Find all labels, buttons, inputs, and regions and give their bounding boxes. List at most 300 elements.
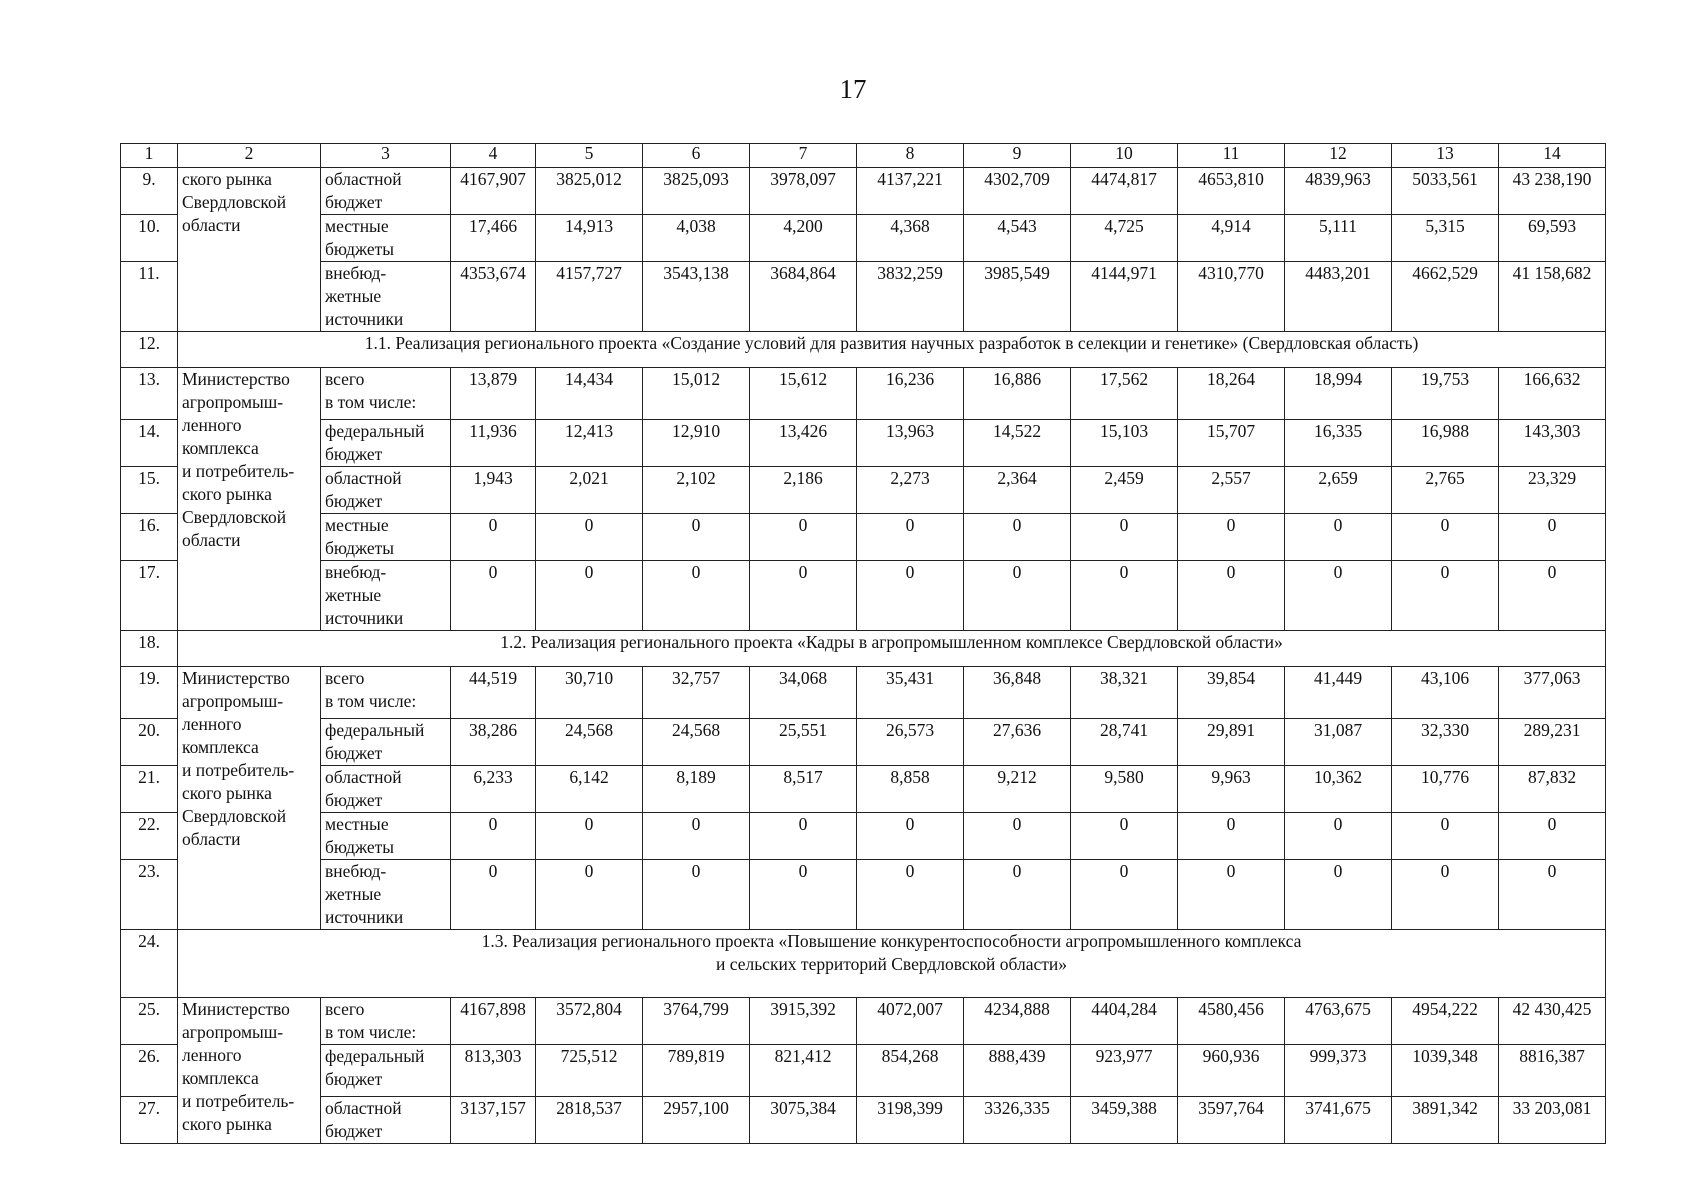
value-cell: 10,362 <box>1285 766 1392 813</box>
value-cell: 0 <box>750 813 857 860</box>
column-header-13: 13 <box>1392 144 1499 168</box>
funding-source-line: бюджет <box>325 1069 383 1089</box>
funding-source-line: жетные <box>325 884 382 904</box>
table-row <box>121 332 1606 368</box>
row-number: 18. <box>121 631 178 667</box>
value-cell: 0 <box>857 813 964 860</box>
funding-source-line: жетные <box>325 585 382 605</box>
table-row <box>121 813 1606 860</box>
value-cell: 33 203,081 <box>1499 1097 1606 1144</box>
value-cell: 0 <box>1071 514 1178 561</box>
value-cell: 0 <box>857 561 964 631</box>
value-cell: 821,412 <box>750 1045 857 1097</box>
value-cell: 0 <box>1285 860 1392 930</box>
value-cell: 2,102 <box>643 467 750 514</box>
table-row <box>121 1045 1606 1097</box>
value-cell: 3459,388 <box>1071 1097 1178 1144</box>
funding-source-line: областной <box>325 169 402 189</box>
funding-source-line: федеральный <box>325 720 425 740</box>
table-row <box>121 467 1606 514</box>
value-cell: 29,891 <box>1178 719 1285 766</box>
value-cell: 0 <box>536 813 643 860</box>
column-header-11: 11 <box>1178 144 1285 168</box>
funding-source <box>321 467 451 514</box>
funding-source <box>321 1097 451 1144</box>
funding-source-line: бюджеты <box>325 837 395 857</box>
value-cell: 0 <box>1285 514 1392 561</box>
funding-source-line: бюджет <box>325 192 383 212</box>
value-cell: 4167,907 <box>451 168 536 215</box>
table-row <box>121 514 1606 561</box>
value-cell: 17,562 <box>1071 368 1178 420</box>
column-header-9: 9 <box>964 144 1071 168</box>
value-cell: 43 238,190 <box>1499 168 1606 215</box>
budget-table <box>120 143 1606 1144</box>
value-cell: 4404,284 <box>1071 998 1178 1045</box>
value-cell: 44,519 <box>451 667 536 719</box>
value-cell: 23,329 <box>1499 467 1606 514</box>
value-cell: 11,936 <box>451 420 536 467</box>
funding-source-line: в том числе: <box>325 691 417 711</box>
value-cell: 12,413 <box>536 420 643 467</box>
value-cell: 0 <box>1392 860 1499 930</box>
row-number: 14. <box>121 420 178 467</box>
value-cell: 4072,007 <box>857 998 964 1045</box>
table-row <box>121 168 1606 215</box>
funding-source <box>321 998 451 1045</box>
value-cell: 28,741 <box>1071 719 1178 766</box>
row-number: 13. <box>121 368 178 420</box>
value-cell: 0 <box>1285 561 1392 631</box>
table-row <box>121 420 1606 467</box>
row-number: 15. <box>121 467 178 514</box>
table-row <box>121 262 1606 332</box>
funding-source-line: местные <box>325 814 389 834</box>
value-cell: 5033,561 <box>1392 168 1499 215</box>
value-cell: 4,543 <box>964 215 1071 262</box>
executor-line: области <box>182 215 241 235</box>
value-cell: 888,439 <box>964 1045 1071 1097</box>
section-title <box>178 930 1606 998</box>
value-cell: 15,012 <box>643 368 750 420</box>
section-title: 1.2. Реализация регионального проекта «Кадры в агропромышленном комплексе Свердловской области» <box>178 631 1606 667</box>
value-cell: 41,449 <box>1285 667 1392 719</box>
funding-source-line: бюджет <box>325 1121 383 1141</box>
value-cell: 42 430,425 <box>1499 998 1606 1045</box>
table-row <box>121 719 1606 766</box>
value-cell: 16,335 <box>1285 420 1392 467</box>
value-cell: 0 <box>750 860 857 930</box>
value-cell: 0 <box>1392 514 1499 561</box>
value-cell: 4234,888 <box>964 998 1071 1045</box>
funding-source-line: в том числе: <box>325 1022 417 1042</box>
value-cell: 1039,348 <box>1392 1045 1499 1097</box>
value-cell: 0 <box>1178 561 1285 631</box>
row-number: 26. <box>121 1045 178 1097</box>
value-cell: 0 <box>1392 561 1499 631</box>
funding-source-line: источники <box>325 907 404 927</box>
value-cell: 19,753 <box>1392 368 1499 420</box>
column-header-1: 1 <box>121 144 178 168</box>
value-cell: 3825,093 <box>643 168 750 215</box>
value-cell: 0 <box>857 514 964 561</box>
funding-source-line: в том числе: <box>325 392 417 412</box>
executor-line: области <box>182 829 241 849</box>
value-cell: 0 <box>1499 514 1606 561</box>
value-cell: 4137,221 <box>857 168 964 215</box>
funding-source-line: бюджет <box>325 790 383 810</box>
funding-source <box>321 215 451 262</box>
executor-line: и потребитель- <box>182 1091 295 1111</box>
funding-source-line: федеральный <box>325 1046 425 1066</box>
value-cell: 4483,201 <box>1285 262 1392 332</box>
value-cell: 923,977 <box>1071 1045 1178 1097</box>
value-cell: 13,963 <box>857 420 964 467</box>
value-cell: 0 <box>1178 813 1285 860</box>
value-cell: 813,303 <box>451 1045 536 1097</box>
value-cell: 17,466 <box>451 215 536 262</box>
row-number: 19. <box>121 667 178 719</box>
value-cell: 24,568 <box>536 719 643 766</box>
value-cell: 0 <box>1499 860 1606 930</box>
section-title-line: 1.3. Реализация регионального проекта «Повышение конкурентоспособности агропромышленного комплекса <box>481 931 1302 951</box>
value-cell: 0 <box>964 860 1071 930</box>
value-cell: 0 <box>451 813 536 860</box>
value-cell: 4839,963 <box>1285 168 1392 215</box>
executor-line: области <box>182 530 241 550</box>
value-cell: 166,632 <box>1499 368 1606 420</box>
value-cell: 31,087 <box>1285 719 1392 766</box>
executor-cell <box>178 168 321 332</box>
value-cell: 16,886 <box>964 368 1071 420</box>
table-row <box>121 368 1606 420</box>
table-row <box>121 667 1606 719</box>
row-number: 10. <box>121 215 178 262</box>
executor-line: агропромыш- <box>182 1022 284 1042</box>
value-cell: 2,364 <box>964 467 1071 514</box>
executor-line: ского рынка <box>182 484 272 504</box>
value-cell: 3825,012 <box>536 168 643 215</box>
value-cell: 0 <box>451 514 536 561</box>
row-number: 20. <box>121 719 178 766</box>
value-cell: 4144,971 <box>1071 262 1178 332</box>
value-cell: 3985,549 <box>964 262 1071 332</box>
executor-line: и потребитель- <box>182 760 295 780</box>
executor-line: Министерство <box>182 369 290 389</box>
table-row <box>121 998 1606 1045</box>
funding-source-line: внебюд- <box>325 861 387 881</box>
funding-source-line: местные <box>325 216 389 236</box>
value-cell: 27,636 <box>964 719 1071 766</box>
executor-line: ского рынка <box>182 1114 272 1134</box>
value-cell: 2,021 <box>536 467 643 514</box>
value-cell: 0 <box>1499 813 1606 860</box>
value-cell: 10,776 <box>1392 766 1499 813</box>
value-cell: 32,330 <box>1392 719 1499 766</box>
value-cell: 6,142 <box>536 766 643 813</box>
row-number: 17. <box>121 561 178 631</box>
value-cell: 24,568 <box>643 719 750 766</box>
table-row <box>121 215 1606 262</box>
value-cell: 3978,097 <box>750 168 857 215</box>
funding-source-line: областной <box>325 468 402 488</box>
value-cell: 3075,384 <box>750 1097 857 1144</box>
value-cell: 2,186 <box>750 467 857 514</box>
executor-cell <box>178 368 321 631</box>
value-cell: 3741,675 <box>1285 1097 1392 1144</box>
column-header-8: 8 <box>857 144 964 168</box>
funding-source-line: федеральный <box>325 421 425 441</box>
value-cell: 0 <box>643 514 750 561</box>
value-cell: 960,936 <box>1178 1045 1285 1097</box>
value-cell: 12,910 <box>643 420 750 467</box>
value-cell: 4763,675 <box>1285 998 1392 1045</box>
value-cell: 4,914 <box>1178 215 1285 262</box>
value-cell: 3684,864 <box>750 262 857 332</box>
value-cell: 0 <box>643 561 750 631</box>
value-cell: 18,264 <box>1178 368 1285 420</box>
value-cell: 9,580 <box>1071 766 1178 813</box>
value-cell: 3543,138 <box>643 262 750 332</box>
value-cell: 2,459 <box>1071 467 1178 514</box>
value-cell: 16,236 <box>857 368 964 420</box>
value-cell: 999,373 <box>1285 1045 1392 1097</box>
value-cell: 4662,529 <box>1392 262 1499 332</box>
value-cell: 0 <box>857 860 964 930</box>
value-cell: 2,765 <box>1392 467 1499 514</box>
value-cell: 377,063 <box>1499 667 1606 719</box>
value-cell: 4,368 <box>857 215 964 262</box>
column-header-4: 4 <box>451 144 536 168</box>
column-header-5: 5 <box>536 144 643 168</box>
column-header-10: 10 <box>1071 144 1178 168</box>
executor-line: Свердловской <box>182 507 287 527</box>
value-cell: 0 <box>1071 561 1178 631</box>
value-cell: 2,273 <box>857 467 964 514</box>
value-cell: 0 <box>643 860 750 930</box>
value-cell: 789,819 <box>643 1045 750 1097</box>
value-cell: 4353,674 <box>451 262 536 332</box>
value-cell: 3891,342 <box>1392 1097 1499 1144</box>
value-cell: 26,573 <box>857 719 964 766</box>
value-cell: 0 <box>643 813 750 860</box>
funding-source-line: внебюд- <box>325 562 387 582</box>
value-cell: 0 <box>964 514 1071 561</box>
value-cell: 4474,817 <box>1071 168 1178 215</box>
value-cell: 3597,764 <box>1178 1097 1285 1144</box>
value-cell: 15,707 <box>1178 420 1285 467</box>
value-cell: 0 <box>1071 860 1178 930</box>
funding-source-line: внебюд- <box>325 263 387 283</box>
value-cell: 289,231 <box>1499 719 1606 766</box>
value-cell: 2957,100 <box>643 1097 750 1144</box>
value-cell: 0 <box>750 514 857 561</box>
value-cell: 13,879 <box>451 368 536 420</box>
funding-source-line: областной <box>325 1098 402 1118</box>
table-row <box>121 930 1606 998</box>
value-cell: 854,268 <box>857 1045 964 1097</box>
executor-line: агропромыш- <box>182 392 284 412</box>
row-number: 25. <box>121 998 178 1045</box>
value-cell: 3764,799 <box>643 998 750 1045</box>
value-cell: 3137,157 <box>451 1097 536 1144</box>
value-cell: 0 <box>1071 813 1178 860</box>
value-cell: 3915,392 <box>750 998 857 1045</box>
value-cell: 16,988 <box>1392 420 1499 467</box>
value-cell: 0 <box>451 561 536 631</box>
value-cell: 0 <box>536 561 643 631</box>
value-cell: 3572,804 <box>536 998 643 1045</box>
row-number: 24. <box>121 930 178 998</box>
executor-line: комплекса <box>182 438 259 458</box>
value-cell: 4,725 <box>1071 215 1178 262</box>
value-cell: 0 <box>1178 860 1285 930</box>
value-cell: 18,994 <box>1285 368 1392 420</box>
funding-source-line: бюджеты <box>325 538 395 558</box>
table-row <box>121 766 1606 813</box>
executor-line: Свердловской <box>182 806 287 826</box>
funding-source <box>321 561 451 631</box>
funding-source <box>321 420 451 467</box>
executor-line: и потребитель- <box>182 461 295 481</box>
value-cell: 14,434 <box>536 368 643 420</box>
funding-source-line: всего <box>325 369 365 389</box>
table-row <box>121 860 1606 930</box>
funding-source-line: областной <box>325 767 402 787</box>
section-title-line: и сельских территорий Свердловской области» <box>715 954 1068 974</box>
executor-line: ского рынка <box>182 783 272 803</box>
value-cell: 2,557 <box>1178 467 1285 514</box>
value-cell: 8816,387 <box>1499 1045 1606 1097</box>
value-cell: 41 158,682 <box>1499 262 1606 332</box>
executor-line: ленного <box>182 1045 242 1065</box>
row-number: 11. <box>121 262 178 332</box>
funding-source <box>321 860 451 930</box>
funding-source <box>321 262 451 332</box>
value-cell: 143,303 <box>1499 420 1606 467</box>
value-cell: 30,710 <box>536 667 643 719</box>
value-cell: 0 <box>1285 813 1392 860</box>
value-cell: 36,848 <box>964 667 1071 719</box>
funding-source <box>321 368 451 420</box>
executor-line: ского рынка <box>182 169 272 189</box>
table-row <box>121 631 1606 667</box>
executor-cell <box>178 667 321 930</box>
executor-cell <box>178 998 321 1144</box>
value-cell: 4310,770 <box>1178 262 1285 332</box>
row-number: 27. <box>121 1097 178 1144</box>
executor-line: Свердловской <box>182 192 287 212</box>
value-cell: 8,189 <box>643 766 750 813</box>
value-cell: 5,111 <box>1285 215 1392 262</box>
funding-source <box>321 667 451 719</box>
executor-line: комплекса <box>182 1068 259 1088</box>
value-cell: 25,551 <box>750 719 857 766</box>
page-number: 17 <box>839 74 867 104</box>
value-cell: 13,426 <box>750 420 857 467</box>
value-cell: 32,757 <box>643 667 750 719</box>
funding-source-line: жетные <box>325 286 382 306</box>
funding-source <box>321 719 451 766</box>
value-cell: 1,943 <box>451 467 536 514</box>
executor-line: агропромыш- <box>182 691 284 711</box>
value-cell: 3326,335 <box>964 1097 1071 1144</box>
value-cell: 14,913 <box>536 215 643 262</box>
value-cell: 4302,709 <box>964 168 1071 215</box>
funding-source-line: всего <box>325 668 365 688</box>
executor-line: Министерство <box>182 999 290 1019</box>
value-cell: 2,659 <box>1285 467 1392 514</box>
value-cell: 9,963 <box>1178 766 1285 813</box>
value-cell: 8,858 <box>857 766 964 813</box>
value-cell: 0 <box>1178 514 1285 561</box>
value-cell: 4954,222 <box>1392 998 1499 1045</box>
value-cell: 4,038 <box>643 215 750 262</box>
row-number: 12. <box>121 332 178 368</box>
funding-source <box>321 514 451 561</box>
value-cell: 9,212 <box>964 766 1071 813</box>
row-number: 23. <box>121 860 178 930</box>
executor-line: комплекса <box>182 737 259 757</box>
funding-source-line: источники <box>325 309 404 329</box>
column-header-7: 7 <box>750 144 857 168</box>
value-cell: 4167,898 <box>451 998 536 1045</box>
column-header-6: 6 <box>643 144 750 168</box>
funding-source-line: бюджет <box>325 444 383 464</box>
value-cell: 34,068 <box>750 667 857 719</box>
column-header-2: 2 <box>178 144 321 168</box>
value-cell: 14,522 <box>964 420 1071 467</box>
funding-source-line: всего <box>325 999 365 1019</box>
value-cell: 87,832 <box>1499 766 1606 813</box>
value-cell: 4157,727 <box>536 262 643 332</box>
value-cell: 0 <box>1499 561 1606 631</box>
value-cell: 15,103 <box>1071 420 1178 467</box>
column-header-12: 12 <box>1285 144 1392 168</box>
row-number: 22. <box>121 813 178 860</box>
row-number: 21. <box>121 766 178 813</box>
funding-source-line: бюджеты <box>325 239 395 259</box>
value-cell: 725,512 <box>536 1045 643 1097</box>
value-cell: 39,854 <box>1178 667 1285 719</box>
header-row <box>121 144 1606 168</box>
value-cell: 0 <box>1392 813 1499 860</box>
value-cell: 38,321 <box>1071 667 1178 719</box>
value-cell: 3832,259 <box>857 262 964 332</box>
funding-source <box>321 766 451 813</box>
funding-source-line: бюджет <box>325 491 383 511</box>
row-number: 16. <box>121 514 178 561</box>
table-row <box>121 1097 1606 1144</box>
column-header-3: 3 <box>321 144 451 168</box>
value-cell: 3198,399 <box>857 1097 964 1144</box>
value-cell: 0 <box>750 561 857 631</box>
section-title: 1.1. Реализация регионального проекта «Создание условий для развития научных разработок в селекции и генетике» (Свердловская область) <box>178 332 1606 368</box>
value-cell: 5,315 <box>1392 215 1499 262</box>
value-cell: 0 <box>536 514 643 561</box>
funding-source-line: источники <box>325 608 404 628</box>
value-cell: 8,517 <box>750 766 857 813</box>
value-cell: 0 <box>964 813 1071 860</box>
column-header-14: 14 <box>1499 144 1606 168</box>
value-cell: 4653,810 <box>1178 168 1285 215</box>
table-row <box>121 561 1606 631</box>
value-cell: 0 <box>536 860 643 930</box>
executor-line: ленного <box>182 714 242 734</box>
value-cell: 15,612 <box>750 368 857 420</box>
value-cell: 0 <box>964 561 1071 631</box>
executor-line: ленного <box>182 415 242 435</box>
